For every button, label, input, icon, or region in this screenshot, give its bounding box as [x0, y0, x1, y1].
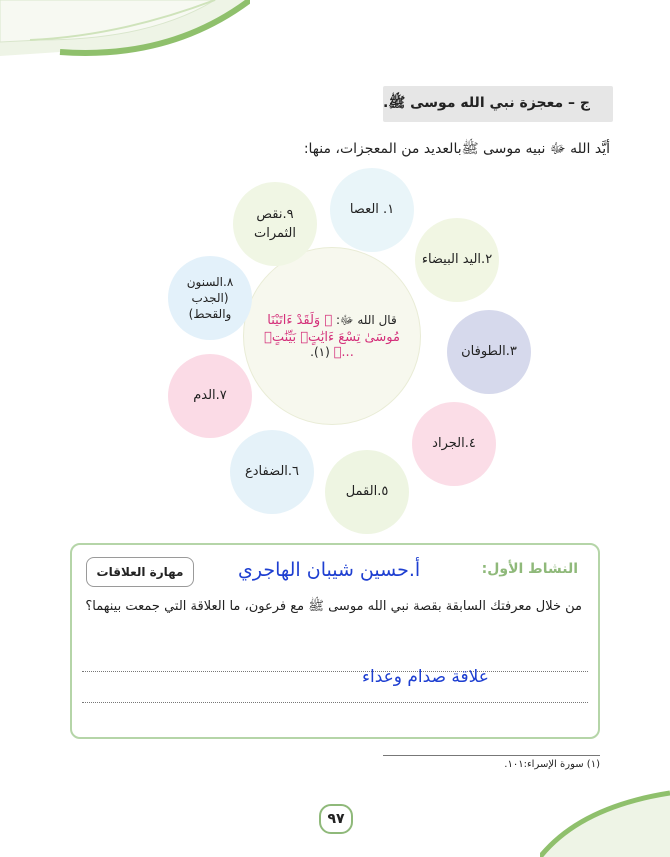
handwritten-teacher-name: أ.حسين شيبان الهاجري: [238, 559, 421, 581]
answer-line: [82, 671, 588, 672]
miracle-label: ٥.القمل: [345, 484, 389, 500]
skill-badge: [86, 557, 194, 587]
miracle-flood: [447, 310, 531, 394]
miracle-label: ٧.الدم: [193, 388, 227, 404]
miracle-fruit-shortage: [233, 182, 317, 266]
verse-intro: قال الله ﷻ:: [335, 312, 397, 327]
miracle-label: ٩.نقص الثمرات: [253, 206, 297, 241]
skill-label: مهارة العلاقات: [96, 565, 184, 579]
miracle-years-of-drought: [168, 256, 252, 340]
miracle-label: ٦.الضفادع: [244, 464, 300, 480]
answer-line: [82, 702, 588, 703]
corner-ornament-top: [0, 0, 250, 62]
miracle-blood: [168, 354, 252, 438]
activity-title: النشاط الأول:: [481, 561, 578, 577]
miracle-label: ٤.الجراد: [432, 436, 476, 452]
corner-ornament-bottom: [540, 787, 670, 857]
section-title: ج – معجزة نبي الله موسى ﷺ.: [383, 95, 590, 111]
footnote: (١) سورة الإسراء:١٠١.: [504, 759, 600, 770]
miracle-label: ٢.اليد البيضاء: [421, 252, 493, 268]
miracle-label: ٣.الطوفان: [461, 344, 517, 360]
miracle-white-hand: [415, 218, 499, 302]
miracle-lice: [325, 450, 409, 534]
section-title-bar: [383, 86, 613, 122]
center-verse-circle: [243, 247, 421, 425]
miracle-staff: [330, 168, 414, 252]
page-number-text: ٩٧: [327, 811, 345, 827]
quran-verse: ﴿ وَلَقَدْ ءَاتَيْنَا مُوسَىٰ تِسْعَ ءَايَٰتٍۭ بَيِّنَٰتٍۢ ...﴾: [264, 312, 400, 360]
page-number: [319, 804, 353, 834]
miracle-label: ٨.السنون (الجدب والقحط): [186, 274, 234, 322]
miracle-frogs: [230, 430, 314, 514]
intro-text: أيَّد الله ﷻ نبيه موسى ﷺبالعديد من المعجزات، منها:: [303, 141, 610, 157]
miracle-locusts: [412, 402, 496, 486]
activity-box: [70, 543, 600, 739]
activity-question: من خلال معرفتك السابقة بقصة نبي الله موسى ﷺ مع فرعون، ما العلاقة التي جمعت بينهما؟: [85, 599, 582, 614]
miracle-label: ١. العصا: [349, 202, 395, 218]
handwritten-answer[interactable]: علاقة صدام وعداء: [362, 667, 489, 687]
footnote-marker: (١).: [310, 344, 330, 359]
footnote-divider: [383, 755, 600, 756]
